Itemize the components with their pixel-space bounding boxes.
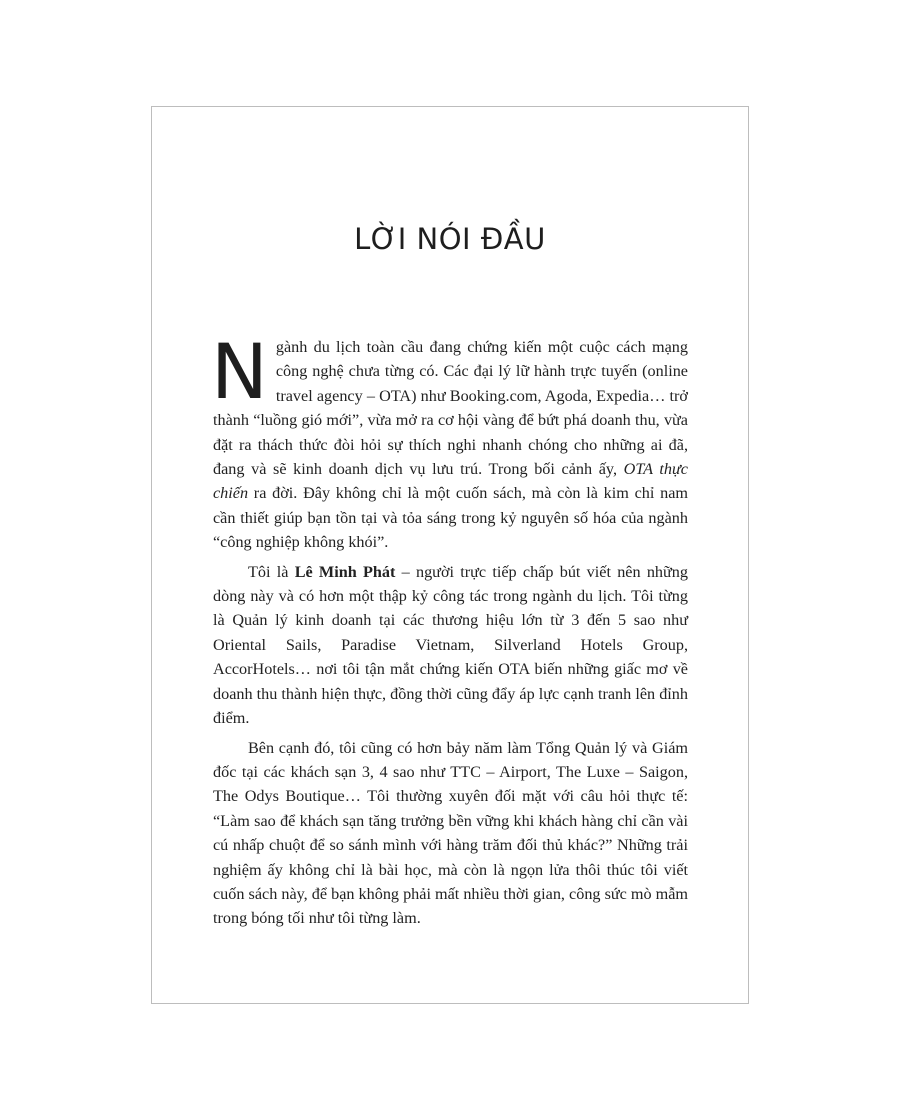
paragraph-3-text: Bên cạnh đó, tôi cũng có hơn bảy năm làm Tổng Quản lý và Giám đốc tại các khách sạn 3, 4 sao như TTC – Airport, The Luxe – Saigon, The Odys Boutique… Tôi thường xuyên đối mặt với câu hỏi thực tế: “Làm sao để khách sạn tăng trưởng bền vững khi khách hàng chỉ cần vài cú nhấp chuột để so sánh mình với hàng trăm đối thủ khác?” Những trải nghiệm ấy không chỉ là bài học, mà còn là ngọn lửa thôi thúc tôi viết cuốn sách này, để bạn không phải mất nhiều thời gian, công sức mò mẫm trong bóng tối như tôi từng làm. — [213, 738, 688, 928]
body-text — [211, 327, 688, 936]
paragraph-2-text-a: Tôi là — [248, 562, 295, 581]
page-title: LỜI NÓI ĐẦU — [354, 222, 546, 256]
paragraph-1-text-b: ra đời. Đây không chỉ là một cuốn sách, mà còn là kim chỉ nam cần thiết giúp bạn tồn tại và tỏa sáng trong kỷ nguyên số hóa của ngành “công nghiệp không khói”. — [213, 484, 688, 552]
paragraph-2 — [213, 560, 688, 731]
drop-cap: N — [211, 327, 268, 416]
paragraph-1 — [211, 327, 688, 555]
paragraph-1-text-a: gành du lịch toàn cầu đang chứng kiến một cuộc cách mạng công nghệ chưa từng có. Các đại lý lữ hành trực tuyến (online travel agency – OTA) như Booking.com, Agoda, Expedia… trở thành “luồng gió mới”, vừa mở ra cơ hội vàng để bứt phá doanh thu, vừa đặt ra thách thức đòi hỏi sự thích nghi nhanh chóng cho những ai đã, đang và sẽ kinh doanh dịch vụ lưu trú. Trong bối cảnh ấy, — [213, 338, 688, 479]
author-name: Lê Minh Phát — [294, 562, 396, 581]
book-title: OTA thực chiến — [213, 460, 688, 503]
paragraph-3 — [213, 736, 688, 931]
paragraph-2-text-b: – người trực tiếp chấp bút viết nên những dòng này và có hơn một thập kỷ công tác trong ngành du lịch. Tôi từng là Quản lý kinh doanh tại các thương hiệu lớn từ 3 đến 5 sao như Oriental Sails, Paradise Vietnam, Silverland Hotels Group, AccorHotels… nơi tôi tận mắt chứng kiến OTA biến những giấc mơ về doanh thu thành hiện thực, đồng thời cũng đẩy áp lực cạnh tranh lên đỉnh điểm. — [213, 562, 688, 728]
